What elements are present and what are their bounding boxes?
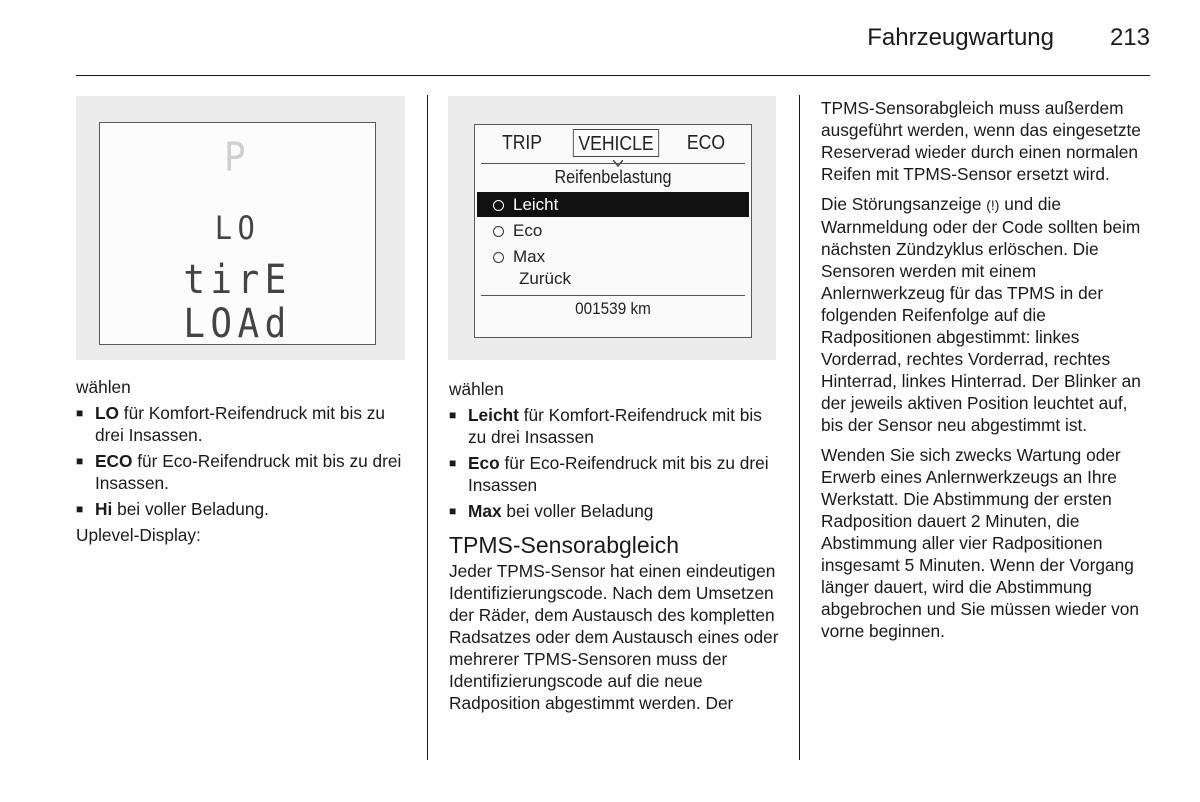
radio-icon <box>493 226 504 237</box>
list-item-key: Max <box>468 501 502 521</box>
list-item-text: bei voller Beladung <box>501 501 654 521</box>
tab-eco: ECO <box>686 132 726 154</box>
dic-illustration <box>448 96 776 360</box>
warning-indicator-icon: (!) <box>986 197 1000 213</box>
header-rule <box>76 75 1150 76</box>
list-item <box>449 452 779 496</box>
paragraph: Uplevel-Display: <box>76 525 201 545</box>
tab-trip: TRIP <box>501 132 543 154</box>
section-heading: TPMS-Sensorabgleich <box>449 532 680 558</box>
lcd-gear-indicator: P <box>223 135 252 181</box>
lcd-segment-text: LOAd <box>183 301 292 347</box>
bullet-list <box>449 404 779 522</box>
list-item-key: ECO <box>95 451 133 471</box>
lcd-illustration <box>76 96 405 360</box>
list-item-text: für Eco-Reifendruck mit bis zu drei Insassen <box>468 453 769 495</box>
paragraph: TPMS-Sensorabgleich muss außerdem ausgeführt werden, wenn das eingesetzte Reserverad wieder durch einen normalen Reifen mit TPMS-Sensor ersetzt wird. <box>821 98 1141 184</box>
list-item-key: Eco <box>468 453 500 473</box>
paragraph: Jeder TPMS-Sensor hat einen eindeutigen Identifizierungscode. Nach dem Umsetzen der Räder, dem Austausch des kompletten Radsatzes oder dem Austausch eines oder mehrerer TPMS-Sensoren muss der Identifizierungscode auf die neue Radposition abgestimmt werden. Der <box>449 561 779 713</box>
column-divider <box>427 95 428 760</box>
list-item-text: für Komfort-Reifendruck mit bis zu drei Insassen <box>468 405 762 447</box>
list-item-key: Hi <box>95 499 113 519</box>
odometer-readout: 001539 km <box>575 299 651 318</box>
dic-rule <box>481 163 745 164</box>
column-2 <box>449 378 779 714</box>
section-title: Fahrzeugwartung <box>867 24 1054 51</box>
dic-display <box>474 124 752 338</box>
tab-vehicle: VEHICLE <box>573 129 659 157</box>
page-number: 213 <box>1109 24 1150 51</box>
dic-heading: Reifenbelastung <box>554 167 672 187</box>
list-item <box>449 404 779 448</box>
dic-back-label: Zurück <box>519 269 571 288</box>
lcd-display <box>99 122 376 345</box>
radio-icon <box>493 200 504 211</box>
paragraph: wählen <box>449 379 504 399</box>
dic-option-label: Max <box>513 247 546 266</box>
list-item-text: für Komfort-Reifendruck mit bis zu drei Insassen. <box>95 403 386 445</box>
radio-icon <box>493 252 504 263</box>
paragraph: Wenden Sie sich zwecks Wartung oder Erwerb eines Anlernwerkzeugs an Ihre Werkstatt. Die Abstimmung der ersten Radposition dauert 2 Minuten, die Abstimmung aller vier Radpositionen insgesamt 5 Minuten. Wenn der Vorgang länger dauert, wird die Abstimmung abgebrochen und Sie müssen wieder von vorne beginnen. <box>821 445 1139 641</box>
list-item <box>76 450 411 494</box>
list-item-text: für Eco-Reifendruck mit bis zu drei Insassen. <box>95 451 402 493</box>
lcd-segment-text: tirE <box>183 257 292 303</box>
paragraph-text: Die Störungsanzeige <box>821 194 987 214</box>
paragraph-text: und die Warnmeldung oder der Code sollten beim nächsten Zündzyklus erlöschen. Die Sensoren werden mit einem Anlernwerkzeug für das TPMS in der folgenden Reifenfolge auf die Radpositionen abgestimmt: linkes Vorderrad, rechtes Vorderrad, rechtes Hinterrad, linkes Hinterrad. Der Blinker an der jeweils aktiven Position leuchtet auf, bis der Sensor neu abgestimmt ist. <box>821 194 1141 435</box>
dic-option-label: Eco <box>513 221 543 240</box>
list-item <box>449 500 779 522</box>
list-item-text: bei voller Beladung. <box>112 499 269 519</box>
column-3 <box>821 97 1151 642</box>
paragraph <box>821 193 1151 436</box>
list-item-key: Leicht <box>468 405 519 425</box>
dic-option-label: Leicht <box>513 195 559 214</box>
column-divider <box>799 95 800 760</box>
list-item <box>76 498 411 520</box>
lcd-segment-text: LO <box>214 209 261 247</box>
dic-rule <box>481 295 745 296</box>
dic-option-eco <box>477 218 749 243</box>
list-item-key: LO <box>95 403 119 423</box>
dic-option-leicht <box>477 192 749 217</box>
paragraph: wählen <box>76 377 131 397</box>
dic-tabs <box>475 129 751 159</box>
dic-option-max <box>477 244 749 269</box>
list-item <box>76 402 411 446</box>
bullet-list <box>76 402 411 520</box>
column-1 <box>76 376 411 546</box>
